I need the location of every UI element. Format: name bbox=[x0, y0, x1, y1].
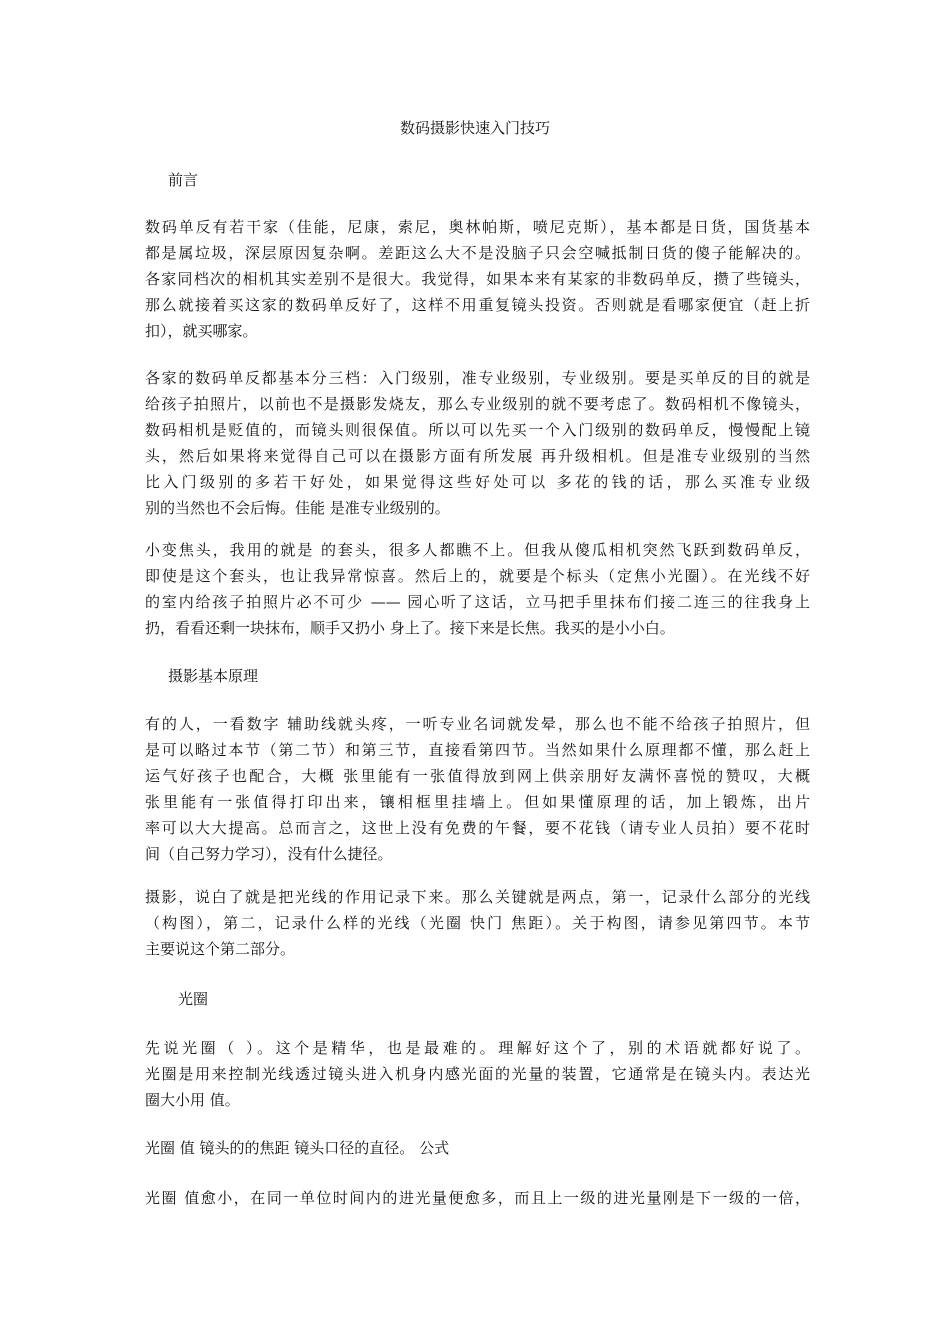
paragraph-line: 扔，看看还剩一块抹布，顺手又扔小 身上了。接下来是长焦。我买的是小小白。 bbox=[145, 619, 675, 637]
paragraph-line: 是可以略过本节（第二节）和第三节，直接看第四节。当然如果什么原理都不懂，那么赶上 bbox=[145, 741, 810, 759]
paragraph-4 bbox=[145, 711, 810, 867]
paragraph-line: 光圈 值 镜头的的焦距 镜头口径的直径。 公式 bbox=[145, 1139, 450, 1157]
paragraph-8 bbox=[145, 1185, 810, 1211]
paragraph-line: 各家的数码单反都基本分三档：入门级别，准专业级别，专业级别。要是买单反的目的就是 bbox=[145, 369, 810, 387]
paragraph-line: 数码单反有若干家（佳能，尼康，索尼，奥林帕斯，喷尼克斯），基本都是日货，国货基本 bbox=[145, 218, 810, 236]
paragraph-6 bbox=[145, 1035, 810, 1113]
paragraph-line: 别的当然也不会后悔。佳能 是准专业级别的。 bbox=[145, 499, 450, 517]
paragraph-line: （构图），第二，记录什么样的光线（光圈 快门 焦距）。关于构图，请参见第四节。本节 bbox=[145, 914, 810, 932]
paragraph-line: 率可以大大提高。总而言之，这世上没有免费的午餐，要不花钱（请专业人员拍）要不花时 bbox=[145, 819, 810, 837]
paragraph-line: 主要说这个第二部分。 bbox=[145, 940, 296, 958]
paragraph-2 bbox=[145, 365, 810, 521]
paragraph-line: 即使是这个套头，也让我异常惊喜。然后上的，就要是个标头（定焦小光圈）。在光线不好 bbox=[145, 567, 810, 585]
paragraph-1 bbox=[145, 214, 810, 344]
paragraph-line: 光圈 值愈小，在同一单位时间内的进光量便愈多，而且上一级的进光量刚是下一级的一倍， bbox=[145, 1189, 810, 1207]
paragraph-line: 比入门级别的多若干好处，如果觉得这些好处可以 多花的钱的话，那么买准专业级 bbox=[145, 473, 810, 491]
paragraph-line: 张里能有一张值得打印出来，镶相框里挂墙上。但如果懂原理的话，加上锻炼，出片 bbox=[145, 793, 810, 811]
paragraph-line: 头，然后如果将来觉得自己可以在摄影方面有所发展 再升级相机。但是准专业级别的当然 bbox=[145, 447, 810, 465]
paragraph-line: 小变焦头，我用的就是 的套头，很多人都瞧不上。但我从傻瓜相机突然飞跃到数码单反， bbox=[145, 541, 810, 559]
document-title: 数码摄影快速入门技巧 bbox=[399, 119, 550, 137]
heading-aperture: 光圈 bbox=[178, 990, 209, 1008]
paragraph-line: 那么就接着买这家的数码单反好了，这样不用重复镜头投资。否则就是看哪家便宜（赶上折 bbox=[145, 296, 810, 314]
paragraph-line: 都是属垃圾，深层原因复杂啊。差距这么大不是没脑子只会空喊抵制日货的傻子能解决的。 bbox=[145, 244, 810, 262]
paragraph-line: 先说光圈（ ）。这个是精华，也是最难的。理解好这个了，别的术语就都好说了。 bbox=[145, 1039, 810, 1057]
paragraph-line: 各家同档次的相机其实差别不是很大。我觉得，如果本来有某家的非数码单反，攒了些镜头， bbox=[145, 270, 810, 288]
paragraph-line: 间（自己努力学习），没有什么捷径。 bbox=[145, 845, 393, 863]
paragraph-3 bbox=[145, 537, 810, 641]
paragraph-line: 有的人，一看数字 辅助线就头疼，一听专业名词就发晕，那么也不能不给孩子拍照片，但 bbox=[145, 715, 810, 733]
paragraph-line: 运气好孩子也配合，大概 张里能有一张值得放到网上供亲朋好友满怀喜悦的赞叹，大概 bbox=[145, 767, 810, 785]
paragraph-line: 光圈是用来控制光线透过镜头进入机身内感光面的光量的装置，它通常是在镜头内。表达光 bbox=[145, 1065, 810, 1083]
heading-principles: 摄影基本原理 bbox=[168, 667, 259, 685]
paragraph-line: 给孩子拍照片，以前也不是摄影发烧友，那么专业级别的就不要考虑了。数码相机不像镜头， bbox=[145, 395, 810, 413]
paragraph-line: 扣），就买哪家。 bbox=[145, 322, 258, 340]
heading-preface: 前言 bbox=[168, 171, 199, 189]
paragraph-7 bbox=[145, 1135, 810, 1161]
paragraph-line: 摄影，说白了就是把光线的作用记录下来。那么关键就是两点，第一，记录什么部分的光线 bbox=[145, 888, 810, 906]
paragraph-line: 圈大小用 值。 bbox=[145, 1091, 240, 1109]
paragraph-line: 的室内给孩子拍照片必不可少 —— 园心听了这话，立马把手里抹布们接二连三的往我身上 bbox=[145, 593, 810, 611]
paragraph-5 bbox=[145, 884, 810, 962]
paragraph-line: 数码相机是贬值的，而镜头则很保值。所以可以先买一个入门级别的数码单反，慢慢配上镜 bbox=[145, 421, 810, 439]
